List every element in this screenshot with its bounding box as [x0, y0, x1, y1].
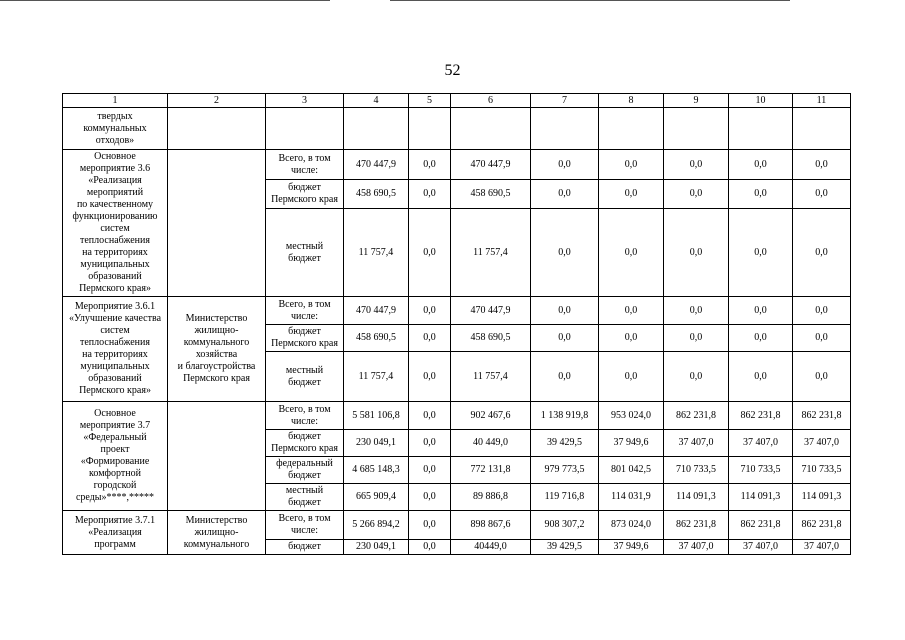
amount-cell: 37 407,0 — [664, 540, 729, 555]
amount-cell: 119 716,8 — [531, 484, 599, 511]
amount-cell: 862 231,8 — [793, 511, 851, 540]
funding-source-cell: Всего, в том числе: — [266, 402, 344, 430]
amount-cell: 230 049,1 — [344, 430, 409, 457]
funding-source-cell: Всего, в том числе: — [266, 511, 344, 540]
amount-cell: 772 131,8 — [451, 457, 531, 484]
amount-cell: 710 733,5 — [729, 457, 793, 484]
amount-cell: 0,0 — [664, 180, 729, 209]
amount-cell: 39 429,5 — [531, 430, 599, 457]
funding-row — [63, 511, 851, 540]
amount-cell: 862 231,8 — [664, 402, 729, 430]
amount-cell: 470 447,9 — [344, 150, 409, 180]
column-number: 5 — [409, 94, 451, 108]
amount-cell: 873 024,0 — [599, 511, 664, 540]
empty-cell — [531, 108, 599, 150]
amount-cell: 5 581 106,8 — [344, 402, 409, 430]
amount-cell: 0,0 — [729, 325, 793, 352]
column-number: 9 — [664, 94, 729, 108]
amount-cell: 0,0 — [664, 150, 729, 180]
amount-cell: 0,0 — [793, 150, 851, 180]
funding-source-cell: федеральный бюджет — [266, 457, 344, 484]
measure-name-cell: Основное мероприятие 3.7 «Федеральный проект «Формирование комфортной городской среды»****,***** — [63, 402, 168, 511]
amount-cell: 0,0 — [409, 297, 451, 325]
amount-cell: 40449,0 — [451, 540, 531, 555]
amount-cell: 0,0 — [531, 325, 599, 352]
amount-cell: 0,0 — [729, 209, 793, 297]
amount-cell: 0,0 — [599, 209, 664, 297]
amount-cell: 0,0 — [409, 402, 451, 430]
amount-cell: 0,0 — [729, 180, 793, 209]
amount-cell: 0,0 — [409, 325, 451, 352]
amount-cell: 0,0 — [599, 150, 664, 180]
amount-cell: 0,0 — [793, 180, 851, 209]
amount-cell: 862 231,8 — [664, 511, 729, 540]
page-top-rule — [390, 0, 790, 1]
column-number-row — [63, 94, 851, 108]
empty-cell — [793, 108, 851, 150]
amount-cell: 0,0 — [531, 150, 599, 180]
amount-cell: 37 407,0 — [793, 430, 851, 457]
amount-cell: 11 757,4 — [344, 352, 409, 402]
amount-cell: 953 024,0 — [599, 402, 664, 430]
empty-cell — [729, 108, 793, 150]
amount-cell: 458 690,5 — [344, 325, 409, 352]
amount-cell: 37 407,0 — [664, 430, 729, 457]
amount-cell: 470 447,9 — [451, 297, 531, 325]
empty-cell — [168, 108, 266, 150]
funding-source-cell: местный бюджет — [266, 484, 344, 511]
amount-cell: 0,0 — [599, 352, 664, 402]
column-number: 1 — [63, 94, 168, 108]
amount-cell: 0,0 — [729, 150, 793, 180]
page-top-rule — [0, 0, 330, 1]
empty-cell — [409, 108, 451, 150]
amount-cell: 37 949,6 — [599, 430, 664, 457]
amount-cell: 89 886,8 — [451, 484, 531, 511]
amount-cell: 0,0 — [793, 209, 851, 297]
amount-cell: 458 690,5 — [344, 180, 409, 209]
amount-cell: 0,0 — [409, 352, 451, 402]
funding-source-cell: местный бюджет — [266, 352, 344, 402]
amount-cell: 114 091,3 — [664, 484, 729, 511]
amount-cell: 114 091,3 — [793, 484, 851, 511]
empty-cell — [599, 108, 664, 150]
amount-cell: 0,0 — [793, 352, 851, 402]
amount-cell: 0,0 — [409, 430, 451, 457]
amount-cell: 0,0 — [531, 352, 599, 402]
amount-cell: 0,0 — [664, 325, 729, 352]
amount-cell: 0,0 — [409, 540, 451, 555]
amount-cell: 0,0 — [793, 325, 851, 352]
column-number: 6 — [451, 94, 531, 108]
amount-cell: 862 231,8 — [793, 402, 851, 430]
amount-cell: 0,0 — [531, 180, 599, 209]
funding-source-cell: бюджет Пермского края — [266, 430, 344, 457]
funding-source-cell: бюджет Пермского края — [266, 180, 344, 209]
amount-cell: 0,0 — [729, 297, 793, 325]
empty-cell — [664, 108, 729, 150]
amount-cell: 11 757,4 — [451, 209, 531, 297]
amount-cell: 0,0 — [599, 180, 664, 209]
executor-cell — [168, 402, 266, 511]
empty-cell — [266, 108, 344, 150]
continuation-row — [63, 108, 851, 150]
funding-source-cell: бюджет — [266, 540, 344, 555]
amount-cell: 665 909,4 — [344, 484, 409, 511]
amount-cell: 37 407,0 — [729, 430, 793, 457]
amount-cell: 11 757,4 — [451, 352, 531, 402]
amount-cell: 902 467,6 — [451, 402, 531, 430]
amount-cell: 470 447,9 — [344, 297, 409, 325]
amount-cell: 1 138 919,8 — [531, 402, 599, 430]
amount-cell: 862 231,8 — [729, 402, 793, 430]
amount-cell: 0,0 — [531, 297, 599, 325]
amount-cell: 0,0 — [599, 297, 664, 325]
column-number: 10 — [729, 94, 793, 108]
measure-name-cell: твердых коммунальных отходов» — [63, 108, 168, 150]
amount-cell: 0,0 — [664, 297, 729, 325]
amount-cell: 40 449,0 — [451, 430, 531, 457]
funding-source-cell: Всего, в том числе: — [266, 150, 344, 180]
amount-cell: 0,0 — [409, 209, 451, 297]
amount-cell: 0,0 — [409, 484, 451, 511]
amount-cell: 979 773,5 — [531, 457, 599, 484]
amount-cell: 0,0 — [409, 150, 451, 180]
amount-cell: 5 266 894,2 — [344, 511, 409, 540]
amount-cell: 230 049,1 — [344, 540, 409, 555]
amount-cell: 0,0 — [793, 297, 851, 325]
measure-name-cell: Мероприятие 3.6.1 «Улучшение качества систем теплоснабжения на территориях муниципальных образований Пермского края» — [63, 297, 168, 402]
amount-cell: 0,0 — [409, 180, 451, 209]
amount-cell: 458 690,5 — [451, 325, 531, 352]
column-number: 2 — [168, 94, 266, 108]
empty-cell — [451, 108, 531, 150]
amount-cell: 710 733,5 — [793, 457, 851, 484]
budget-table — [62, 93, 851, 555]
column-number: 7 — [531, 94, 599, 108]
funding-source-cell: бюджет Пермского края — [266, 325, 344, 352]
amount-cell: 114 031,9 — [599, 484, 664, 511]
amount-cell: 11 757,4 — [344, 209, 409, 297]
amount-cell: 37 407,0 — [793, 540, 851, 555]
executor-cell: Министерство жилищно- коммунального хозяйства и благоустройства Пермского края — [168, 297, 266, 402]
column-number: 4 — [344, 94, 409, 108]
column-number: 11 — [793, 94, 851, 108]
amount-cell: 0,0 — [409, 511, 451, 540]
funding-row — [63, 150, 851, 180]
amount-cell: 0,0 — [409, 457, 451, 484]
page-number: 52 — [444, 62, 461, 79]
amount-cell: 470 447,9 — [451, 150, 531, 180]
amount-cell: 710 733,5 — [664, 457, 729, 484]
column-number: 8 — [599, 94, 664, 108]
amount-cell: 114 091,3 — [729, 484, 793, 511]
amount-cell: 908 307,2 — [531, 511, 599, 540]
amount-cell: 37 949,6 — [599, 540, 664, 555]
empty-cell — [344, 108, 409, 150]
amount-cell: 0,0 — [599, 325, 664, 352]
measure-name-cell: Основное мероприятие 3.6 «Реализация мероприятий по качественному функционированию систем теплоснабжения на территориях муниципальных образований Пермского края» — [63, 150, 168, 297]
amount-cell: 0,0 — [729, 352, 793, 402]
amount-cell: 801 042,5 — [599, 457, 664, 484]
amount-cell: 4 685 148,3 — [344, 457, 409, 484]
funding-row — [63, 297, 851, 325]
amount-cell: 0,0 — [531, 209, 599, 297]
amount-cell: 0,0 — [664, 209, 729, 297]
executor-cell: Министерство жилищно- коммунального — [168, 511, 266, 555]
amount-cell: 458 690,5 — [451, 180, 531, 209]
column-number: 3 — [266, 94, 344, 108]
funding-source-cell: местный бюджет — [266, 209, 344, 297]
funding-source-cell: Всего, в том числе: — [266, 297, 344, 325]
amount-cell: 0,0 — [664, 352, 729, 402]
amount-cell: 39 429,5 — [531, 540, 599, 555]
amount-cell: 898 867,6 — [451, 511, 531, 540]
executor-cell — [168, 150, 266, 297]
measure-name-cell: Мероприятие 3.7.1 «Реализация программ — [63, 511, 168, 555]
amount-cell: 37 407,0 — [729, 540, 793, 555]
amount-cell: 862 231,8 — [729, 511, 793, 540]
funding-row — [63, 402, 851, 430]
